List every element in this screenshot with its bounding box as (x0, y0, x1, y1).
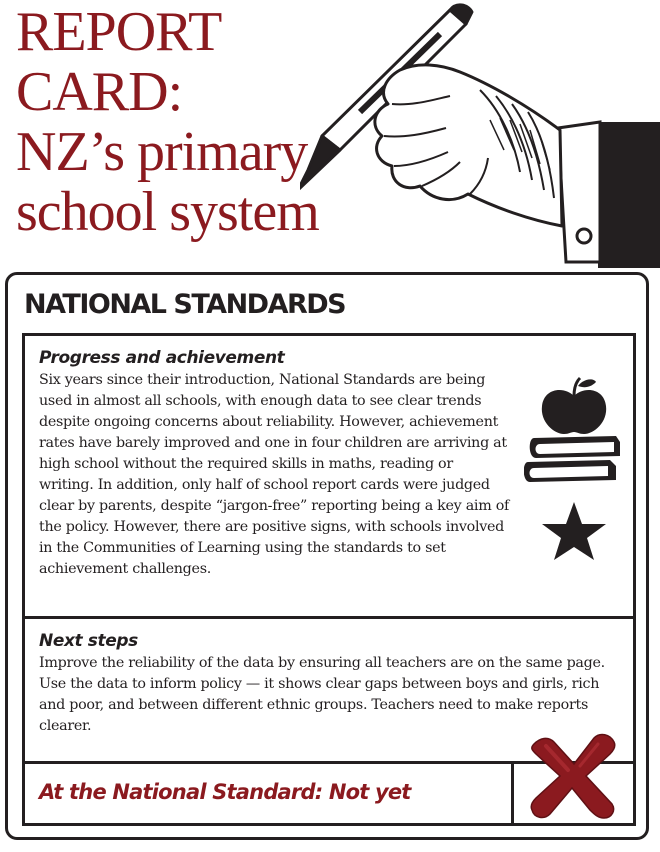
verdict-text: At the National Standard: Not yet (39, 780, 411, 804)
verdict-divider (511, 764, 514, 823)
title-line: school system (16, 181, 319, 243)
hand-writing-with-pen-icon (300, 0, 660, 268)
card-heading: NATIONAL STANDARDS (24, 289, 346, 320)
progress-body: Six years since their introduction, National Standards are being used in almost all schools, with enough data to see clear trends despite ongoing concerns about reliability. However, achievement rates have barely improved and one in four children are arriving at high school without the required skills in maths, reading or writing. In addition, only half of school report cards were judged clear by parents, despite “jargon-free” reporting being a key aim of the policy. However, there are positive signs, with schools involved in the Communities of Learning using the standards to set achievement challenges. (39, 372, 510, 577)
apple-on-books-icon (524, 378, 620, 482)
title-line: NZ’s primary (16, 121, 308, 183)
title-line: REPORT (16, 1, 222, 63)
star-icon (542, 502, 606, 560)
report-card-title (16, 2, 319, 242)
next-steps-body: Improve the reliability of the data by ensuring all teachers are on the same page. Use the data to inform policy — it shows clear gaps between boys and girls, rich and poor, and between different ethnic groups. Teachers need to make reports clearer. (39, 655, 605, 734)
title-line: CARD: (16, 61, 183, 123)
next-steps-title: Next steps (39, 631, 138, 651)
progress-title: Progress and achievement (39, 348, 285, 368)
progress-icons (524, 372, 624, 572)
cross-mark-icon (528, 730, 618, 820)
